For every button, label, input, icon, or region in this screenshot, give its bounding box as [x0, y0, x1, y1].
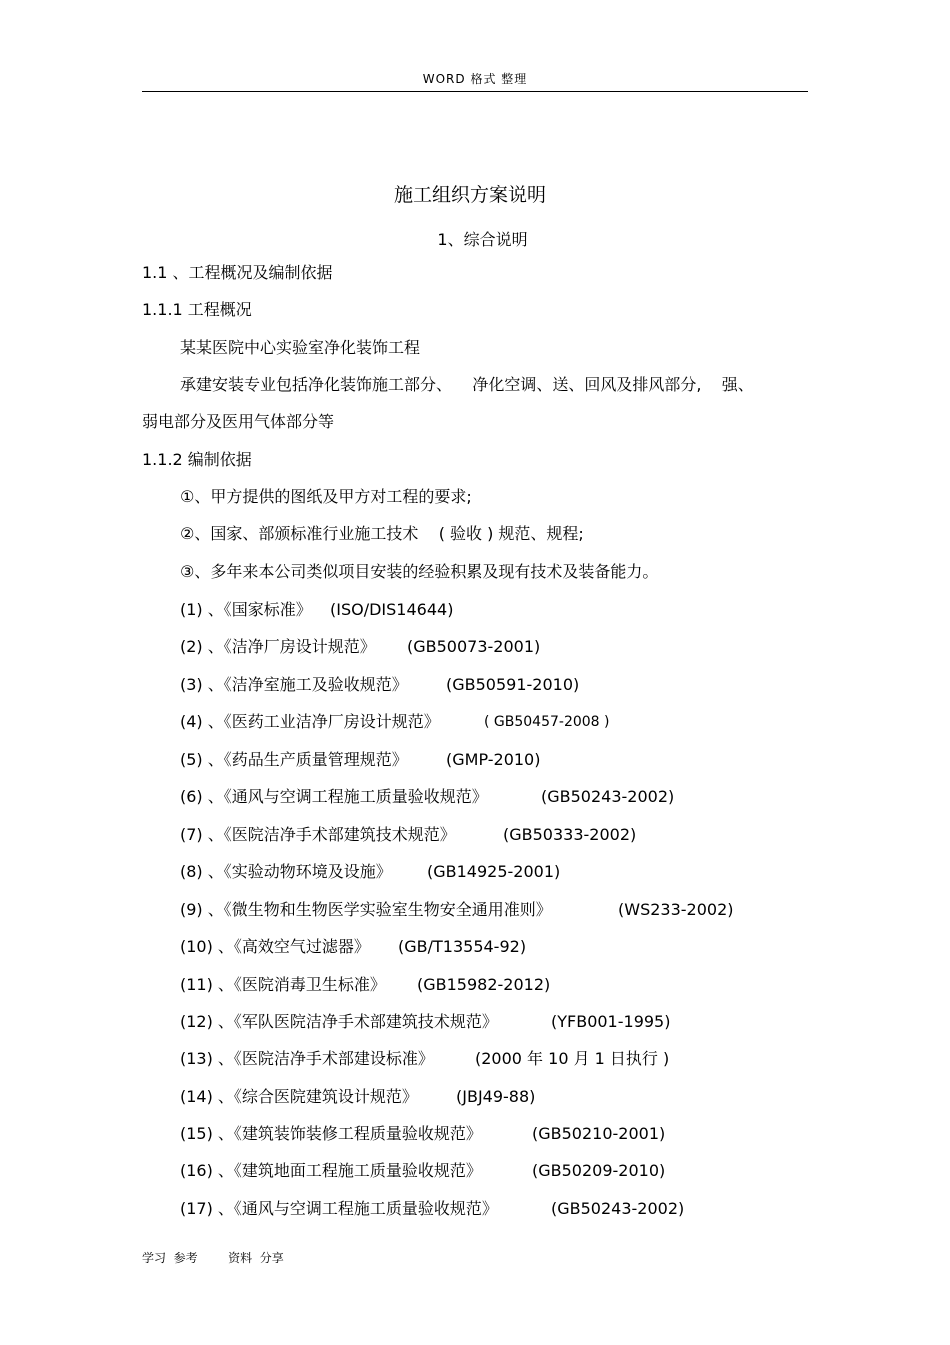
standard-item [180, 1087, 536, 1107]
standard-code: (GMP-2010) [446, 750, 541, 769]
standard-name: (2) 、《洁净厂房设计规范》 [180, 637, 376, 656]
standard-code: (GB/T13554-92) [398, 937, 527, 956]
heading-1-1: 1.1 、工程概况及编制依据 [142, 263, 333, 282]
standard-code: (GB50591-2010) [446, 675, 580, 694]
standard-code: (YFB001-1995) [551, 1012, 671, 1031]
standard-code: (GB14925-2001) [427, 862, 561, 881]
standard-item [180, 600, 454, 620]
standard-name: (7) 、《医院洁净手术部建筑技术规范》 [180, 825, 456, 844]
standard-name: (13) 、《医院洁净手术部建设标准》 [180, 1049, 434, 1068]
standard-name: (16) 、《建筑地面工程施工质量验收规范》 [180, 1161, 482, 1180]
header-divider [142, 91, 808, 92]
standard-code: (WS233-2002) [618, 900, 734, 919]
page-header: WORD 格式 整理 [422, 72, 528, 86]
standard-name: (5) 、《药品生产质量管理规范》 [180, 750, 408, 769]
standard-code: (JBJ49-88) [456, 1087, 536, 1106]
standard-item [180, 1049, 670, 1069]
standard-item [180, 750, 541, 770]
standard-name: (10) 、《高效空气过滤器》 [180, 937, 370, 956]
standard-code: (GB50209-2010) [532, 1161, 666, 1180]
standard-item [180, 900, 734, 920]
standard-name: (4) 、《医药工业洁净厂房设计规范》 [180, 712, 440, 731]
scope-paragraph-line-2: 弱电部分及医用气体部分等 [142, 412, 335, 431]
project-name: 某某医院中心实验室净化装饰工程 [180, 338, 421, 357]
standard-item [180, 975, 551, 995]
heading-1-1-1: 1.1.1 工程概况 [142, 300, 252, 319]
standard-item [180, 675, 580, 695]
standard-item [180, 1012, 671, 1032]
standard-name: (6) 、《通风与空调工程施工质量验收规范》 [180, 787, 488, 806]
standard-name: (15) 、《建筑装饰装修工程质量验收规范》 [180, 1124, 482, 1143]
standard-name: (3) 、《洁净室施工及验收规范》 [180, 675, 408, 694]
standard-item [180, 1199, 685, 1219]
standard-name: (8) 、《实验动物环境及设施》 [180, 862, 392, 881]
standard-name: (9) 、《微生物和生物医学实验室生物安全通用准则》 [180, 900, 552, 919]
scope-paragraph-line-1: 承建安装专业包括净化装饰施工部分、 净化空调、送、回风及排风部分, 强、 [180, 375, 754, 394]
standard-code: (GB50210-2001) [532, 1124, 666, 1143]
standard-item [180, 712, 610, 732]
basis-item: ②、国家、部颁标准行业施工技术 ( 验收 ) 规范、规程; [180, 524, 584, 543]
standard-name: (17) 、《通风与空调工程施工质量验收规范》 [180, 1199, 498, 1218]
standard-item [180, 1124, 666, 1144]
basis-item: ①、甲方提供的图纸及甲方对工程的要求; [180, 487, 472, 506]
standard-item [180, 825, 637, 845]
standard-code: (GB50073-2001) [407, 637, 541, 656]
standard-item [180, 787, 675, 807]
standard-name: (11) 、《医院消毒卫生标准》 [180, 975, 386, 994]
section-heading: 1、综合说明 [437, 230, 528, 249]
standard-item [180, 637, 541, 657]
standard-item [180, 937, 527, 957]
standard-code: ( GB50457-2008 ) [484, 714, 610, 730]
basis-item: ③、多年来本公司类似项目安装的经验积累及现有技术及装备能力。 [180, 562, 659, 581]
standard-name: (1) 、《国家标准》 [180, 600, 312, 619]
standard-code: (GB50243-2002) [551, 1199, 685, 1218]
standard-item [180, 862, 561, 882]
standard-code: (2000 年 10 月 1 日执行 ) [475, 1049, 670, 1068]
document-title: 施工组织方案说明 [393, 184, 546, 206]
standard-code: (GB15982-2012) [417, 975, 551, 994]
standard-name: (14) 、《综合医院建筑设计规范》 [180, 1087, 418, 1106]
standard-code: (GB50333-2002) [503, 825, 637, 844]
standard-code: (GB50243-2002) [541, 787, 675, 806]
heading-1-1-2: 1.1.2 编制依据 [142, 450, 252, 469]
standard-name: (12) 、《军队医院洁净手术部建筑技术规范》 [180, 1012, 498, 1031]
standard-item [180, 1161, 666, 1181]
standard-code: (ISO/DIS14644) [330, 600, 454, 619]
page-footer: 学习 参考 资料 分享 [142, 1251, 284, 1265]
